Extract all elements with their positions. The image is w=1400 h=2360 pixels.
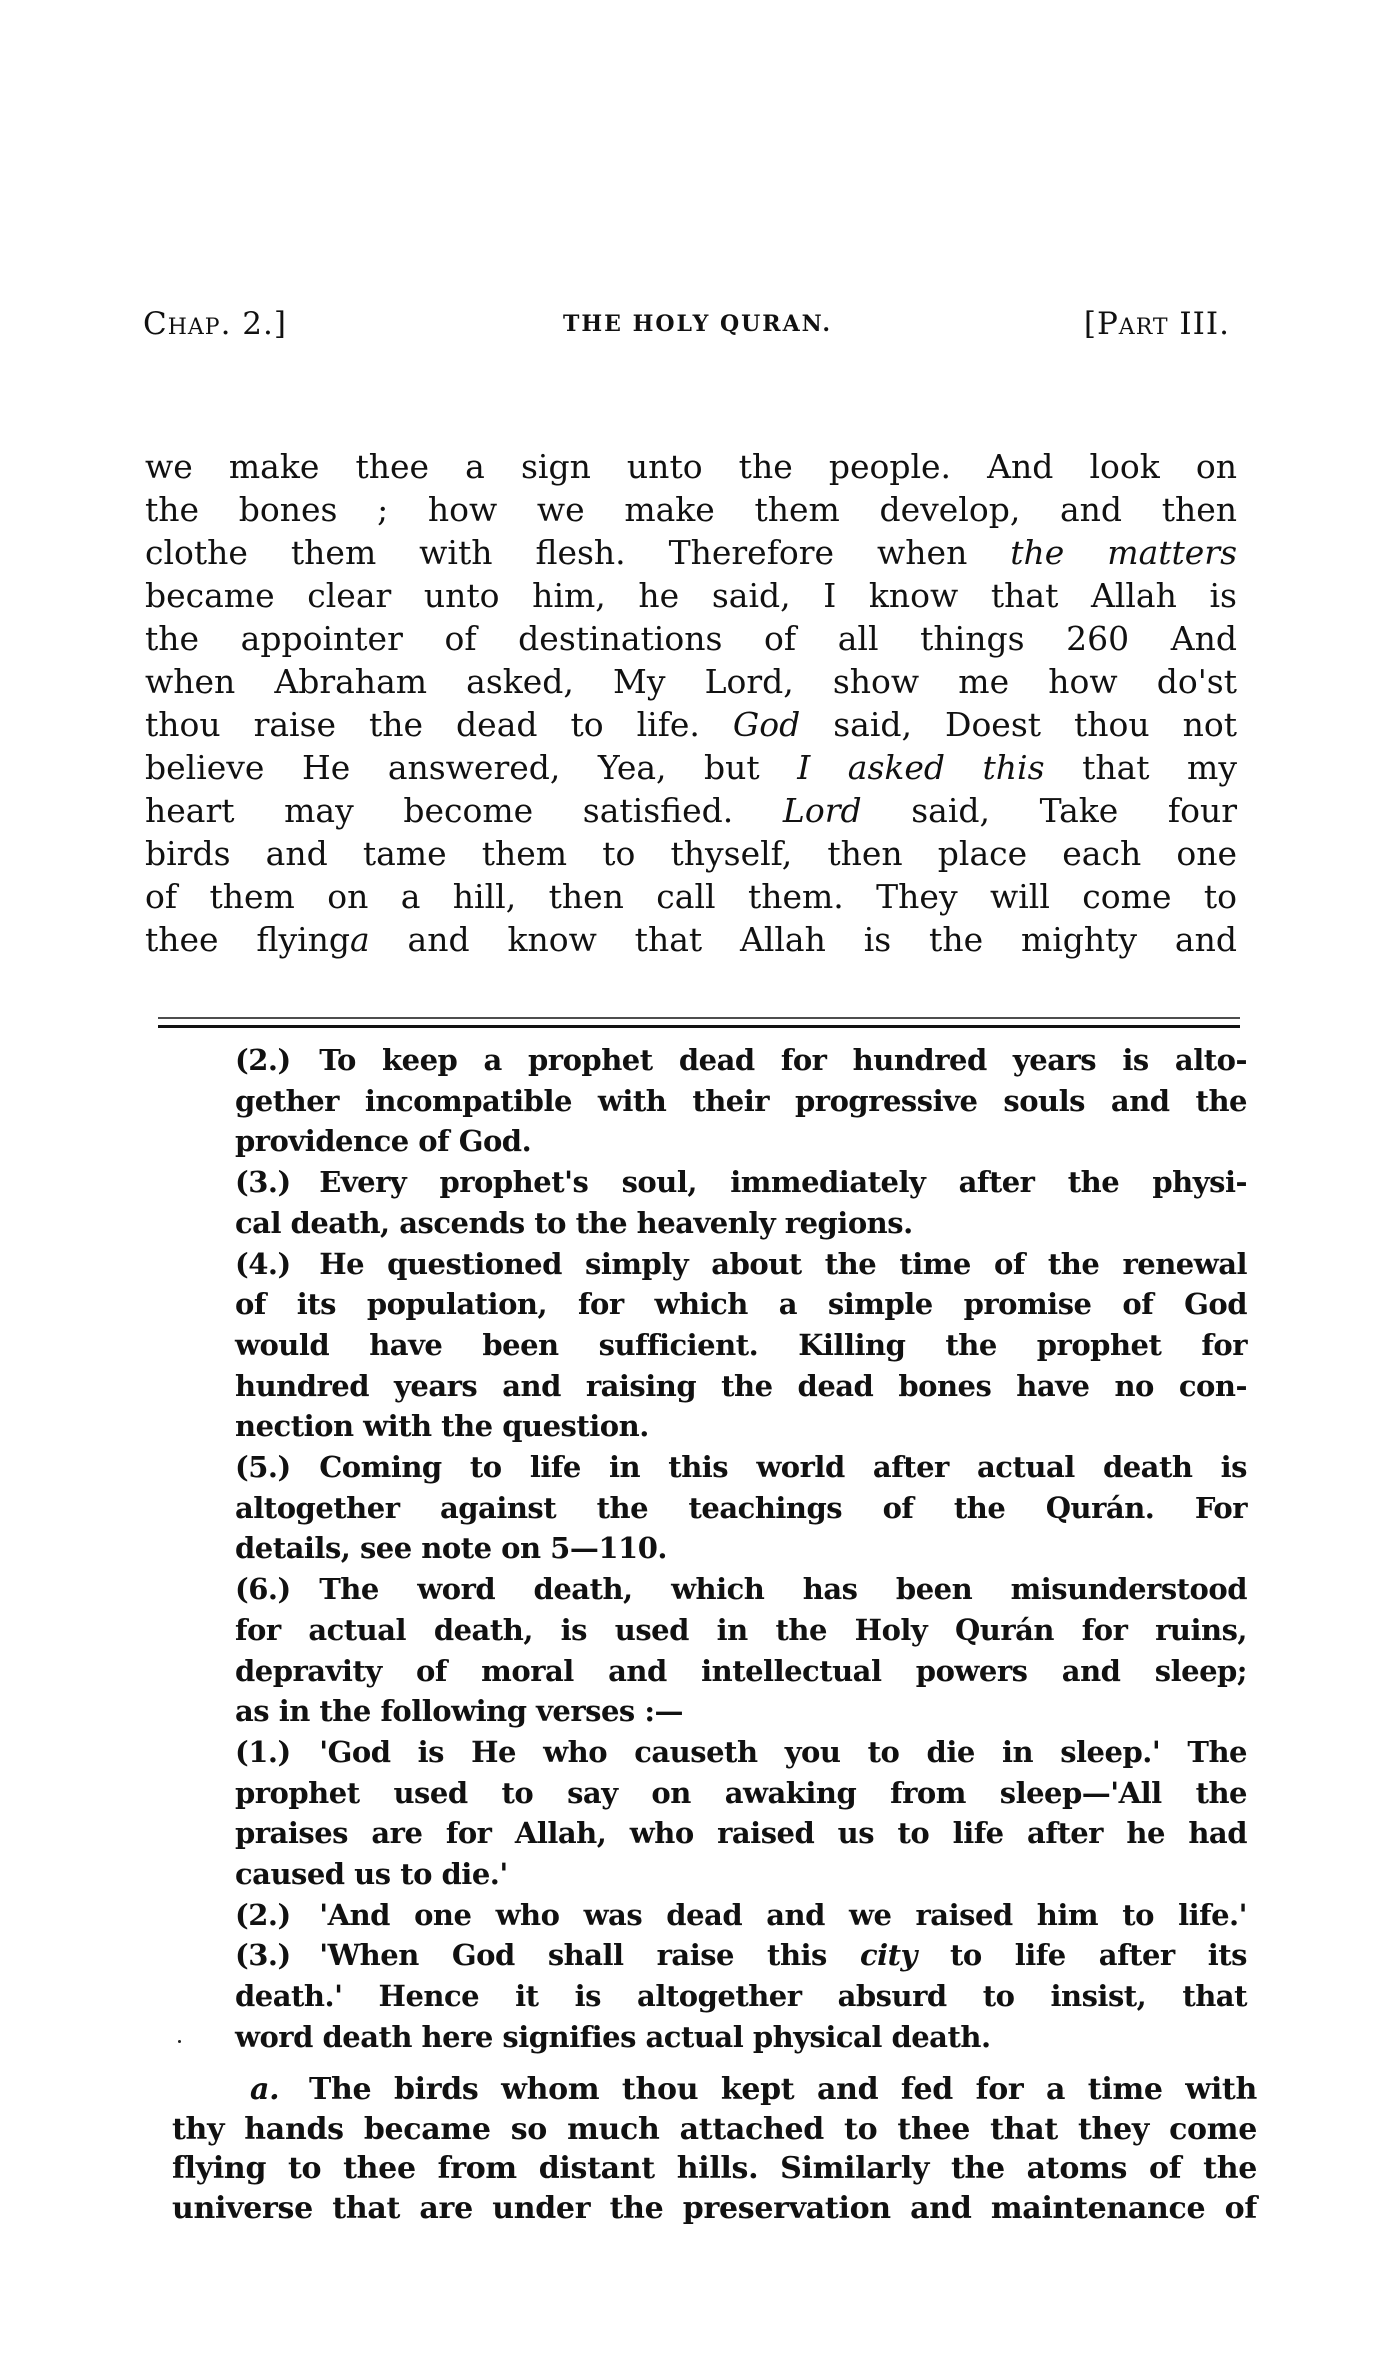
marginal-note-line: thy hands became so much attached to thee that they come xyxy=(172,2112,1257,2147)
main-text-line: believe He answered, Yea, but I asked this that my xyxy=(145,748,1237,787)
italic-phrase: city xyxy=(859,1938,917,1972)
print-speck xyxy=(178,2040,181,2043)
running-header-chapter: Chap. 2.] xyxy=(143,306,287,342)
footnote-line: caused us to die.' xyxy=(235,1857,508,1891)
main-text-line: we make thee a sign unto the people. And look on xyxy=(145,447,1237,486)
running-header-part: [Part III. xyxy=(1083,306,1230,342)
footnote-line: providence of God. xyxy=(235,1124,532,1158)
main-text-line: when Abraham asked, My Lord, show me how do'st xyxy=(145,662,1237,701)
footnote-line: altogether against the teachings of the Qurán. For xyxy=(235,1491,1247,1525)
main-text-line: thee flyinga and know that Allah is the mighty and xyxy=(145,920,1237,959)
footnote-line: word death here signifies actual physical death. xyxy=(235,2020,991,2054)
italic-phrase: a xyxy=(350,920,370,959)
footnote-separator-thin xyxy=(158,1017,1240,1019)
footnote-line: praises are for Allah, who raised us to life after he had xyxy=(235,1816,1247,1850)
italic-phrase: the matters xyxy=(1010,533,1238,572)
running-header-title: THE HOLY QURAN. xyxy=(562,311,833,337)
footnote-line: death.' Hence it is altogether absurd to insist, that xyxy=(235,1979,1247,2013)
main-text-line: birds and tame them to thyself, then place each one xyxy=(145,834,1237,873)
main-text-line: thou raise the dead to life. God said, Doest thou not xyxy=(145,705,1237,744)
main-text-line: clothe them with flesh. Therefore when the matters xyxy=(145,533,1238,572)
footnote-item-start: (3.) 'When God shall raise this city to life after its xyxy=(235,1938,1247,1972)
footnote-line: of its population, for which a simple promise of God xyxy=(235,1287,1247,1321)
main-text-line: became clear unto him, he said, I know that Allah is xyxy=(145,576,1237,615)
footnote-separator-thick xyxy=(158,1025,1240,1028)
footnote-line: prophet used to say on awaking from sleep—'All the xyxy=(235,1776,1247,1810)
italic-phrase: I asked this xyxy=(797,748,1045,787)
footnote-item-start: (5.) Coming to life in this world after actual death is xyxy=(235,1450,1247,1484)
main-text-line: heart may become satisfied. Lord said, Take four xyxy=(145,791,1237,830)
footnote-line: for actual death, is used in the Holy Qurán for ruins, xyxy=(235,1613,1247,1647)
main-text-line: the bones ; how we make them develop, and then xyxy=(145,490,1237,529)
footnote-item-start: (6.) The word death, which has been misunderstood xyxy=(235,1572,1247,1606)
marginal-note-line: universe that are under the preservation and maintenance of xyxy=(172,2191,1257,2226)
footnote-line: as in the following verses :— xyxy=(235,1694,684,1728)
italic-phrase: God xyxy=(732,705,801,744)
footnote-item-start: (2.) 'And one who was dead and we raised him to life.' xyxy=(235,1898,1247,1932)
footnote-line: would have been sufficient. Killing the prophet for xyxy=(235,1328,1247,1362)
footnote-line: gether incompatible with their progressive souls and the xyxy=(235,1084,1247,1118)
footnote-line: nection with the question. xyxy=(235,1409,649,1443)
main-text-line: the appointer of destinations of all things 260 And xyxy=(145,619,1237,658)
main-text-line: of them on a hill, then call them. They will come to xyxy=(145,877,1237,916)
footnote-item-start: (2.) To keep a prophet dead for hundred years is alto- xyxy=(235,1043,1247,1077)
italic-phrase: Lord xyxy=(782,791,862,830)
footnote-line: details, see note on 5—110. xyxy=(235,1531,667,1565)
footnote-line: cal death, ascends to the heavenly regions. xyxy=(235,1206,913,1240)
italic-phrase: a. xyxy=(250,2072,280,2107)
footnote-line: hundred years and raising the dead bones have no con- xyxy=(235,1369,1247,1403)
marginal-note-line: a. The birds whom thou kept and fed for a time with xyxy=(250,2072,1257,2107)
marginal-note-line: flying to thee from distant hills. Similarly the atoms of the xyxy=(172,2151,1257,2186)
footnote-line: depravity of moral and intellectual powers and sleep; xyxy=(235,1654,1247,1688)
footnote-item-start: (3.) Every prophet's soul, immediately after the physi- xyxy=(235,1165,1247,1199)
footnote-item-start: (1.) 'God is He who causeth you to die in sleep.' The xyxy=(235,1735,1247,1769)
footnote-item-start: (4.) He questioned simply about the time of the renewal xyxy=(235,1247,1247,1281)
